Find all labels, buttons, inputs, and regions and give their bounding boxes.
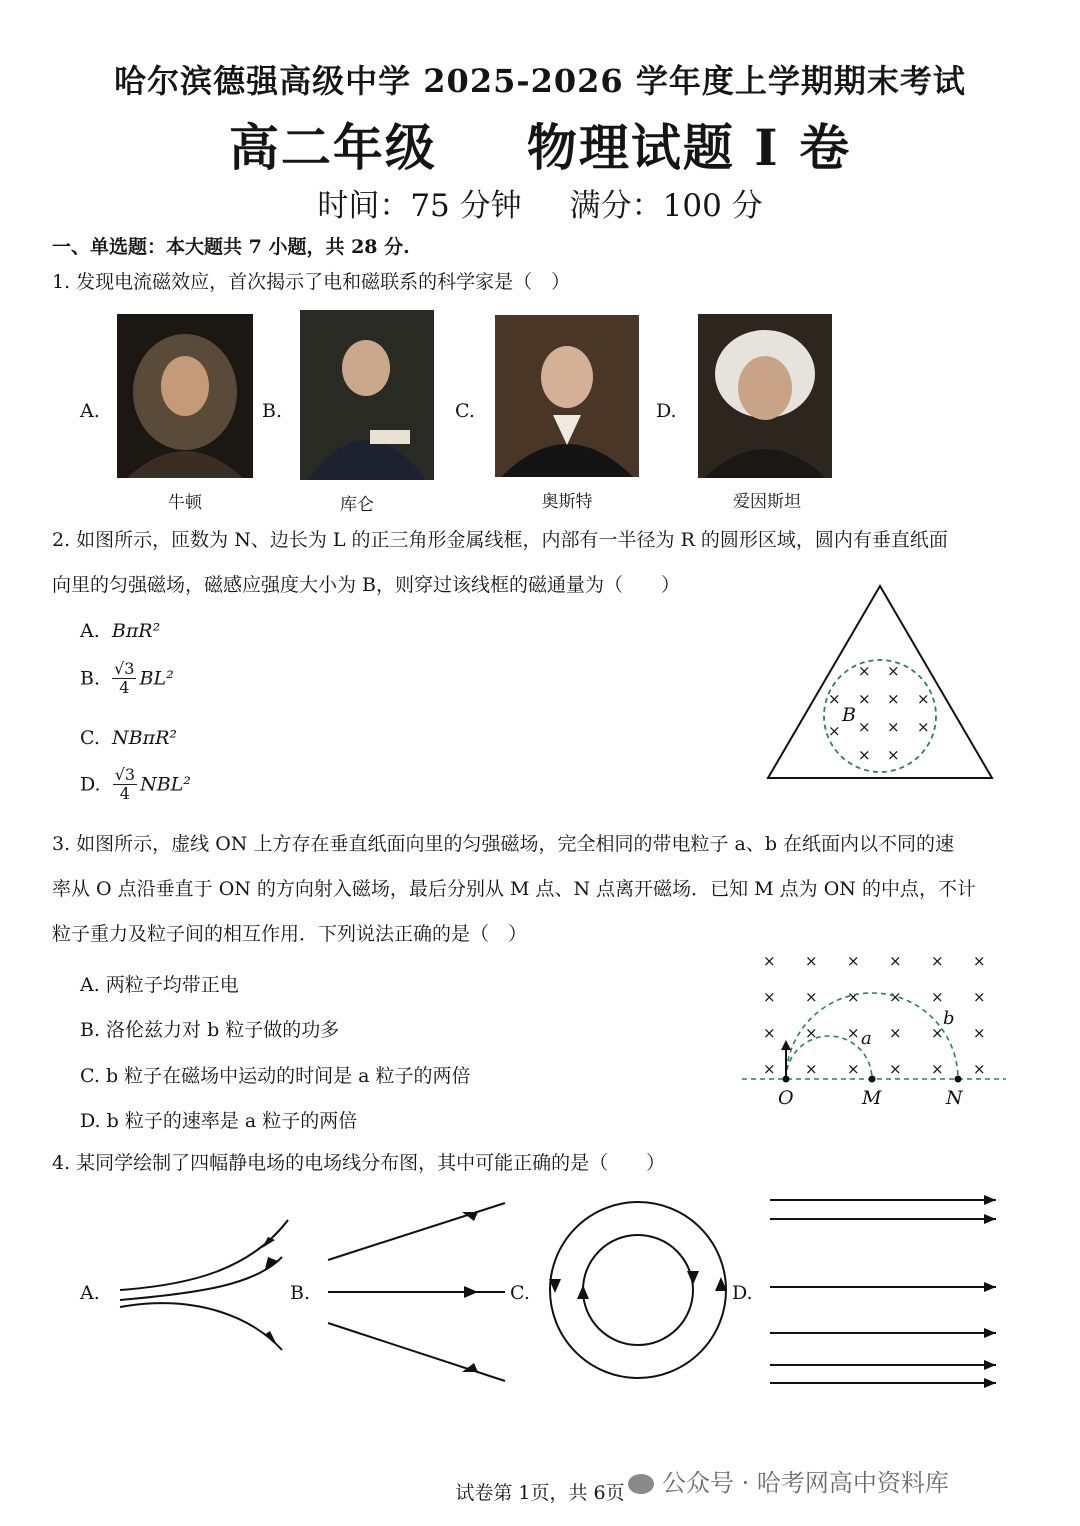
q3-figure-magnetic-field <box>738 946 1010 1116</box>
svg-text:×: × <box>763 1024 776 1042</box>
q3-line-2: 率从 O 点沿垂直于 ON 的方向射入磁场，最后分别从 M 点、N 点离开磁场．已知 M 点为 ON 的中点，不计 <box>52 878 976 900</box>
svg-text:×: × <box>973 1060 986 1078</box>
point-n <box>955 1076 962 1083</box>
portrait-oersted <box>495 315 639 477</box>
svg-text:×: × <box>858 690 871 708</box>
q2-option-c <box>80 727 177 749</box>
svg-text:×: × <box>763 952 776 970</box>
exam-title: 哈尔滨德强高级中学 2025-2026 学年度上学期期末考试 <box>114 62 966 100</box>
portrait-coulomb <box>300 310 434 480</box>
q1-option-c-name: 奥斯特 <box>541 492 593 512</box>
q2-option-b-letter: B. <box>80 667 101 690</box>
point-m <box>869 1076 876 1083</box>
exam-subtitle <box>0 108 1080 180</box>
field-diagram-d <box>770 1195 996 1388</box>
q3-option-a: A. 两粒子均带正电 <box>80 974 239 996</box>
svg-text:×: × <box>931 988 944 1006</box>
field-diagram-a <box>120 1220 288 1350</box>
q1-option-d-name: 爱因斯坦 <box>733 492 801 512</box>
question-4-text: 4. 某同学绘制了四幅静电场的电场线分布图，其中可能正确的是（ ） <box>52 1152 666 1174</box>
q2-option-b-denominator: 4 <box>119 678 130 697</box>
q3-option-c: C. b 粒子在磁场中运动的时间是 a 粒子的两倍 <box>80 1065 471 1087</box>
q1-option-a-name: 牛顿 <box>168 493 202 513</box>
q2-option-a-expr: BπR² <box>111 620 161 642</box>
svg-text:×: × <box>858 662 871 680</box>
svg-text:×: × <box>887 662 900 680</box>
svg-text:×: × <box>889 1024 902 1042</box>
q3-line-3: 粒子重力及粒子间的相互作用．下列说法正确的是（ ） <box>52 923 528 945</box>
svg-text:×: × <box>973 952 986 970</box>
portrait-newton <box>117 314 253 478</box>
q4-option-d-letter: D. <box>732 1282 753 1304</box>
svg-text:×: × <box>917 718 930 736</box>
svg-text:×: × <box>828 722 841 740</box>
svg-text:×: × <box>805 988 818 1006</box>
triangle-frame <box>768 586 992 778</box>
q2-option-a-letter: A. <box>80 620 100 642</box>
q2-option-b-numerator: √3 <box>114 659 135 678</box>
svg-text:×: × <box>931 952 944 970</box>
svg-text:×: × <box>847 952 860 970</box>
svg-text:×: × <box>828 690 841 708</box>
svg-text:×: × <box>805 952 818 970</box>
page-footer: 试卷第 1页，共 6页 <box>455 1482 625 1504</box>
svg-text:×: × <box>887 718 900 736</box>
label-o: O <box>778 1087 794 1109</box>
grade-label: 高二年级 <box>228 118 437 177</box>
score-label: 满分：100 分 <box>569 188 763 224</box>
exam-meta <box>0 180 1080 225</box>
q4-option-b-letter: B. <box>290 1282 311 1304</box>
q2-option-d-letter: D. <box>80 773 101 796</box>
svg-text:×: × <box>931 1060 944 1078</box>
q2-option-b <box>80 660 174 697</box>
q3-option-d: D. b 粒子的速率是 a 粒子的两倍 <box>80 1110 358 1132</box>
wechat-icon <box>628 1474 654 1494</box>
q2-option-c-expr: NBπR² <box>112 727 177 749</box>
svg-text:×: × <box>973 1024 986 1042</box>
svg-text:×: × <box>973 988 986 1006</box>
label-n: N <box>946 1087 963 1109</box>
watermark-text: 公众号 · 哈考网高中资料库 <box>662 1469 949 1497</box>
watermark <box>628 1463 949 1498</box>
label-b: b <box>943 1008 955 1029</box>
q3-line-1: 3. 如图所示，虚线 ON 上方存在垂直纸面向里的匀强磁场，完全相同的带电粒子 a、b 在纸面内以不同的速 <box>52 833 955 855</box>
q3-option-b: B. 洛伦兹力对 b 粒子做的功多 <box>80 1019 340 1041</box>
svg-text:×: × <box>805 1024 818 1042</box>
q2-option-b-expr: BL² <box>139 667 174 690</box>
point-o <box>783 1076 790 1083</box>
q1-option-d-letter: D. <box>656 400 677 422</box>
velocity-arrowhead <box>781 1040 791 1050</box>
q1-option-c-letter: C. <box>455 400 475 422</box>
subject-label: 物理试题 I 卷 <box>526 118 852 177</box>
svg-text:×: × <box>889 952 902 970</box>
q4-option-c-letter: C. <box>510 1282 530 1304</box>
svg-text:×: × <box>917 690 930 708</box>
label-a: a <box>861 1028 872 1049</box>
q1-option-a-letter: A. <box>80 400 100 422</box>
magnetic-region-circle <box>824 660 936 772</box>
q4-figures <box>0 1185 1080 1395</box>
svg-text:×: × <box>889 988 902 1006</box>
svg-text:×: × <box>931 1024 944 1042</box>
question-1-text: 1. 发现电流磁效应，首次揭示了电和磁联系的科学家是（ ） <box>52 271 571 293</box>
q2-option-c-letter: C. <box>80 727 100 749</box>
field-label-b: B <box>842 704 856 726</box>
svg-text:×: × <box>858 718 871 736</box>
field-diagram-b <box>328 1203 505 1381</box>
q4-option-a-letter: A. <box>80 1282 100 1304</box>
svg-text:×: × <box>763 988 776 1006</box>
q2-line-1: 2. 如图所示，匝数为 N、边长为 L 的正三角形金属线框，内部有一半径为 R 的圆形区域，圆内有垂直纸面 <box>52 529 948 551</box>
section-heading: 一、单选题：本大题共 7 小题，共 28 分. <box>52 236 410 258</box>
svg-text:×: × <box>805 1060 818 1078</box>
svg-text:×: × <box>847 1024 860 1042</box>
svg-text:×: × <box>847 1060 860 1078</box>
portrait-einstein <box>698 314 832 478</box>
svg-text:×: × <box>889 1060 902 1078</box>
q2-option-d-numerator: √3 <box>114 765 136 784</box>
q1-option-b-letter: B. <box>262 400 283 422</box>
svg-text:×: × <box>887 690 900 708</box>
q2-figure-triangle <box>760 580 1000 790</box>
label-m: M <box>862 1087 882 1109</box>
q2-option-d-expr: NBL² <box>140 773 191 796</box>
q2-line-2: 向里的匀强磁场，磁感应强度大小为 B，则穿过该线框的磁通量为（ ） <box>52 574 681 596</box>
q2-option-d <box>80 766 191 803</box>
time-label: 时间：75 分钟 <box>317 188 522 224</box>
q2-option-a <box>80 620 160 642</box>
q2-option-d-denominator: 4 <box>119 784 130 803</box>
q1-option-b-name: 库仑 <box>340 495 374 515</box>
svg-text:×: × <box>763 1060 776 1078</box>
question-3-text <box>52 822 1012 957</box>
svg-text:×: × <box>858 746 871 764</box>
svg-text:×: × <box>847 988 860 1006</box>
field-diagram-c <box>549 1202 727 1378</box>
svg-text:×: × <box>887 746 900 764</box>
